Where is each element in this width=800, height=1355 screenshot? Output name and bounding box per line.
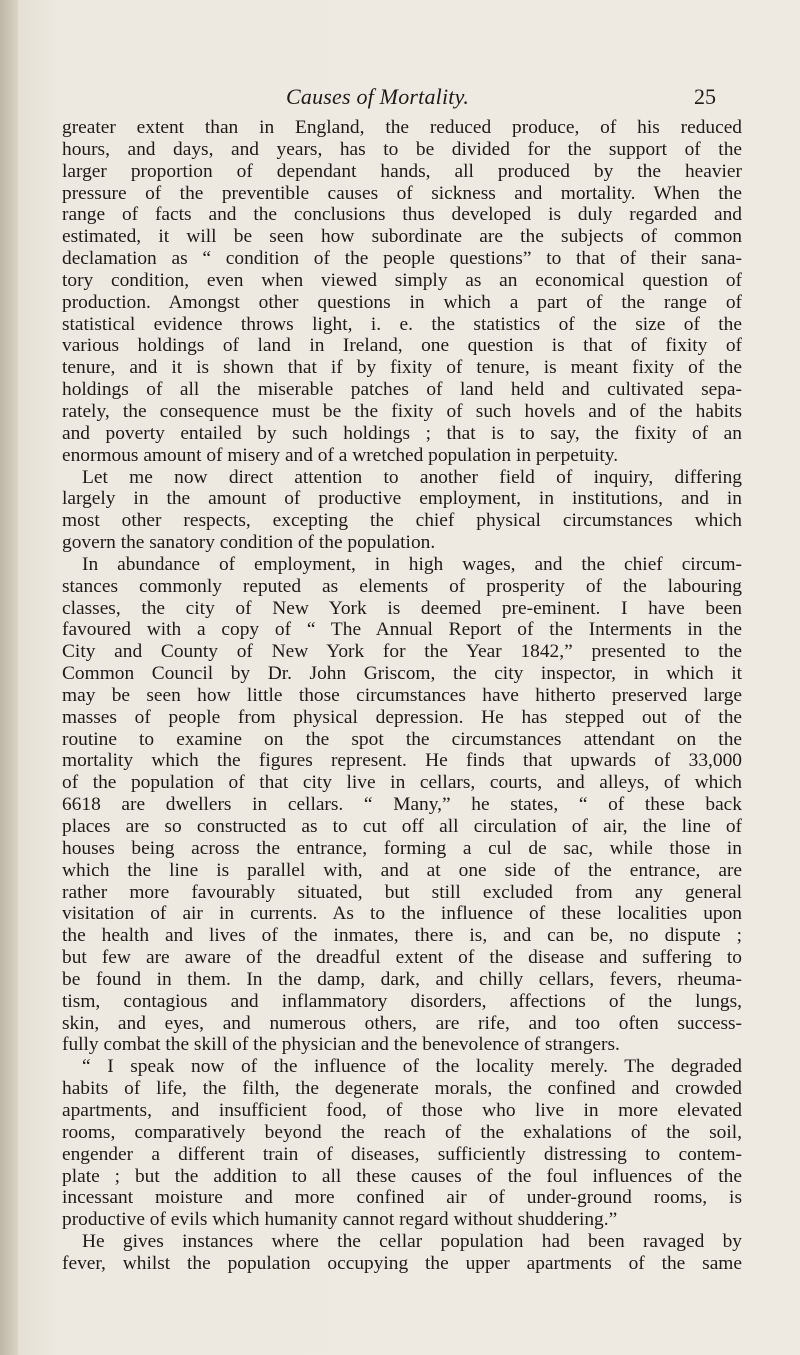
text-line: the health and lives of the inmates, there is, and can be, no dispute ; — [62, 925, 742, 947]
text-line: production. Amongst other questions in which a part of the range of — [62, 291, 742, 313]
text-line: declamation as “ condition of the people questions” to that of their sana- — [62, 248, 742, 270]
text-line: of the population of that city live in cellars, courts, and alleys, of which — [62, 772, 742, 794]
text-line: hours, and days, and years, has to be divided for the support of the — [62, 138, 742, 160]
text-line: statistical evidence throws light, i. e. the statistics of the size of the — [62, 313, 742, 335]
text-line: enormous amount of misery and of a wretched population in perpetuity. — [62, 444, 619, 466]
text-line: classes, the city of New York is deemed pre-eminent. I have been — [62, 597, 742, 619]
text-line: places are so constructed as to cut off all circulation of air, the line of — [62, 816, 742, 837]
text-line: fully combat the skill of the physician and the benevolence of strangers. — [62, 1034, 620, 1056]
text-line: apartments, and insufficient food, of those who live in more elevated — [62, 1099, 742, 1121]
text-line: most other respects, excepting the chief physical circumstances which — [62, 510, 742, 532]
text-line: largely in the amount of productive employment, in institutions, and in — [62, 488, 742, 510]
text-line: range of facts and the conclusions thus developed is duly regarded and — [62, 204, 742, 226]
text-line: stances commonly reputed as elements of prosperity of the labouring — [62, 575, 742, 597]
page-number: 25 — [694, 84, 716, 109]
text-line: mortality which the figures represent. He finds that upwards of 33,000 — [62, 750, 742, 772]
text-line: fever, whilst the population occupying the upper apartments of the same — [62, 1252, 742, 1274]
text-line: and poverty entailed by such holdings ; that is to say, the fixity of an — [62, 422, 742, 444]
text-line: routine to examine on the spot the circumstances attendant on the — [62, 728, 742, 750]
text-line: rather more favourably situated, but still excluded from any general — [62, 881, 742, 903]
text-line: 6618 are dwellers in cellars. “ Many,” he states, “ of these back — [62, 794, 742, 816]
text-line: “ I speak now of the influence of the locality merely. The degraded — [82, 1056, 742, 1078]
text-line: larger proportion of dependant hands, all produced by the heavier — [62, 160, 742, 182]
text-line: masses of people from physical depression. He has stepped out of the — [62, 706, 742, 728]
text-line: incessant moisture and more confined air of under-ground rooms, is — [62, 1187, 742, 1209]
text-line: visitation of air in currents. As to the influence of these localities upon — [62, 903, 742, 925]
text-line: engender a different train of diseases, sufficiently distressing to contem- — [62, 1143, 742, 1165]
text-line: productive of evils which humanity cannot regard without shuddering.” — [62, 1209, 618, 1231]
text-line: In abundance of employment, in high wages, and the chief circum- — [82, 553, 742, 575]
text-line: holdings of all the miserable patches of land held and cultivated sepa- — [62, 379, 742, 401]
text-line: pressure of the preventible causes of sickness and mortality. When the — [62, 182, 742, 204]
text-line: habits of life, the filth, the degenerate morals, the confined and crowded — [62, 1078, 742, 1100]
body-text — [62, 117, 742, 1275]
text-line: greater extent than in England, the reduced produce, of his reduced — [62, 117, 742, 138]
text-line: rooms, comparatively beyond the reach of the exhalations of the soil, — [62, 1121, 742, 1143]
text-line: plate ; but the addition to all these causes of the foul influences of the — [62, 1165, 742, 1187]
text-line: houses being across the entrance, forming a cul de sac, while those in — [62, 837, 742, 859]
text-line: be found in them. In the damp, dark, and chilly cellars, fevers, rheuma- — [62, 968, 742, 990]
page-header — [286, 84, 716, 114]
page-gutter-shadow — [0, 0, 18, 1355]
text-line: tism, contagious and inflammatory disorders, affections of the lungs, — [62, 990, 742, 1012]
text-line: skin, and eyes, and numerous others, are rife, and too often success- — [62, 1012, 742, 1034]
text-line: tory condition, even when viewed simply as an economical question of — [62, 269, 742, 291]
text-line: rately, the consequence must be the fixity of such hovels and of the habits — [62, 400, 742, 422]
text-line: He gives instances where the cellar population had been ravaged by — [82, 1231, 742, 1253]
text-line: but few are aware of the dreadful extent of the disease and suffering to — [62, 947, 742, 969]
text-line: Let me now direct attention to another field of inquiry, differing — [82, 466, 742, 488]
text-line: which the line is parallel with, and at one side of the entrance, are — [62, 859, 742, 881]
text-line: various holdings of land in Ireland, one question is that of fixity of — [62, 335, 742, 357]
text-line: Common Council by Dr. John Griscom, the city inspector, in which it — [62, 663, 742, 685]
running-head: Causes of Mortality. — [286, 84, 470, 109]
text-line: tenure, and it is shown that if by fixity of tenure, is meant fixity of the — [62, 357, 742, 379]
text-line: City and County of New York for the Year 1842,” presented to the — [62, 641, 742, 663]
text-line: estimated, it will be seen how subordinate are the subjects of common — [62, 226, 742, 248]
text-line: favoured with a copy of “ The Annual Report of the Interments in the — [62, 619, 742, 641]
text-line: govern the sanatory condition of the population. — [62, 532, 436, 554]
text-line: may be seen how little those circumstances have hitherto preserved large — [62, 684, 742, 706]
